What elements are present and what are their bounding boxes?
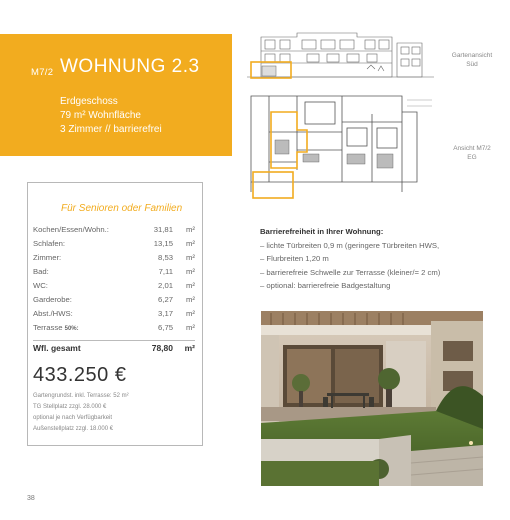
terrace-rendering-image — [261, 311, 483, 486]
table-row: Terrasse 50%: 6,75 m² — [33, 323, 195, 332]
accessibility-heading: Barrierefreiheit in Ihrer Wohnung: — [260, 227, 384, 236]
table-row: Schlafen: 13,15 m² — [33, 239, 195, 248]
elevation-drawing — [247, 29, 434, 85]
unit-code: M7/2 — [31, 67, 54, 78]
table-row: Abst./HWS: 3,17 m² — [33, 309, 195, 318]
area-info-box — [27, 182, 203, 446]
page-title: WOHNUNG 2.3 — [60, 56, 200, 77]
list-item: – optional: barrierefreie Badgestaltung — [260, 281, 391, 290]
banner-line-rooms: 3 Zimmer // barrierefrei — [60, 124, 162, 135]
table-row: Bad: 7,11 m² — [33, 267, 195, 276]
table-row: WC: 2,01 m² — [33, 281, 195, 290]
total-row: Wfl. gesamt 78,80 m² — [33, 343, 195, 353]
table-row: Garderobe: 6,27 m² — [33, 295, 195, 304]
table-row: Kochen/Essen/Wohn.: 31,81 m² — [33, 225, 195, 234]
floor-plan-drawing — [247, 92, 434, 202]
table-row: Zimmer: 8,53 m² — [33, 253, 195, 262]
banner-line-area: 79 m² Wohnfläche — [60, 110, 141, 121]
list-item: – Flurbreiten 1,20 m — [260, 254, 329, 263]
elevation-caption: Gartenansicht Süd — [451, 52, 493, 68]
price: 433.250 € — [33, 364, 127, 386]
list-item: – barrierefreie Schwelle zur Terrasse (kleiner/= 2 cm) — [260, 267, 441, 277]
target-group-heading: Für Senioren oder Familien — [61, 203, 183, 214]
list-item: – lichte Türbreiten 0,9 m (geringere Türbreiten HWS, — [260, 240, 440, 250]
price-notes: Gartengrundst. inkl. Terrasse: 52 m² TG Stellplatz zzgl. 28.000 € optional je nach Verfügbarkeit Außenstellplatz zzgl. 18.000 € — [33, 393, 129, 432]
floorplan-caption: Ansicht M7/2 EG — [453, 145, 491, 161]
divider — [33, 340, 195, 341]
banner-line-floor: Erdgeschoss — [60, 96, 118, 107]
accessibility-features — [260, 225, 500, 293]
page-number: 38 — [27, 495, 35, 502]
title-banner — [0, 34, 232, 156]
